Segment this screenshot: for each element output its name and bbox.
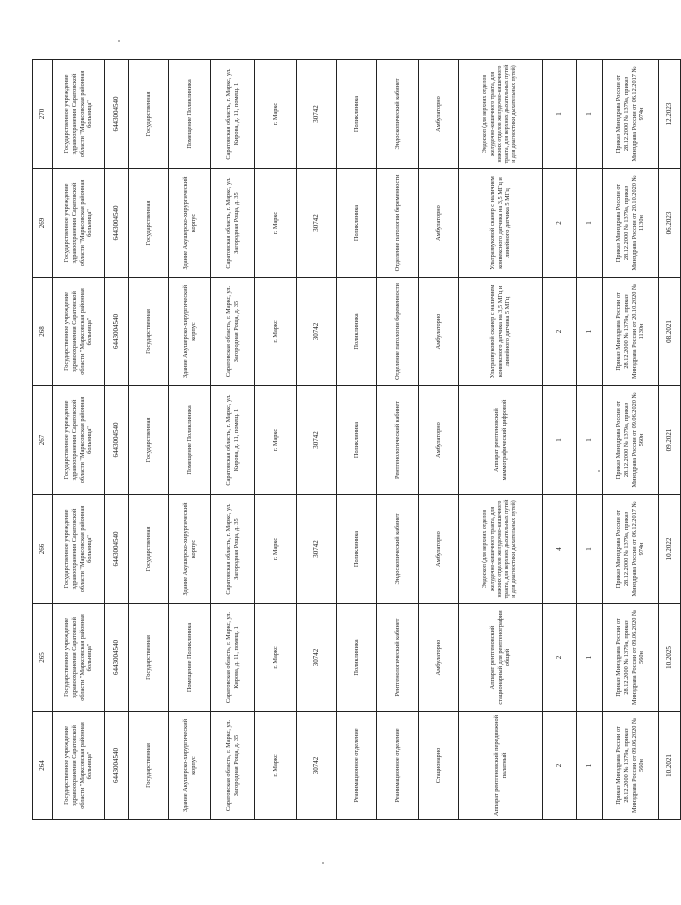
- cell-address: Саратовская область, г. Маркс, ул. Кирова, д. 11, помещ. 1: [211, 60, 255, 169]
- table-row-ownership: [129, 60, 169, 820]
- table-row-inn: [105, 60, 129, 820]
- cell-building: Здание Акушерско-хирургический корпус: [169, 169, 211, 278]
- cell-ownership: Государственная: [129, 60, 169, 169]
- rotated-table-wrapper: [32, 60, 674, 820]
- cell-order: Приказ Минздрава России от 28.12.2000 № 1379а, приказ Минздрава России от 06.12.2017 № 974н: [603, 495, 659, 604]
- cell-department: Отделение патологии беременности: [377, 278, 419, 386]
- table-row-equipment: [459, 60, 543, 820]
- cell-row-one: 1: [577, 386, 603, 495]
- cell-inn: 6443004540: [105, 169, 129, 278]
- cell-row-one: 1: [577, 495, 603, 604]
- cell-owner: Государственное учреждение здравоохранения Саратовской области "Марксовская районная больница": [53, 386, 105, 495]
- cell-unit-count: 2: [543, 278, 577, 386]
- scan-speck: [322, 862, 324, 864]
- cell-equipment: Аппарат рентгеновский маммографический цифровой: [459, 386, 543, 495]
- cell-unit-count: 2: [543, 712, 577, 820]
- cell-unit-count: 1: [543, 386, 577, 495]
- cell-inn: 6443004540: [105, 712, 129, 820]
- cell-inn: 6443004540: [105, 495, 129, 604]
- cell-unit-count: 4: [543, 495, 577, 604]
- cell-address: Саратовская область, г. Маркс, ул. Кирова, д. 11, помещ. 1: [211, 604, 255, 712]
- cell-equipment: Эндоскоп (для верхних отделов желудочно-кишечного тракта, для нижних отделов желудочно-кишечного тракта, для верхних дыхательных путей и для диагностики дыхательных путей): [459, 60, 543, 169]
- cell-premises: Поликлиника: [337, 495, 377, 604]
- cell-care-type: Амбулаторно: [419, 278, 459, 386]
- table-row-date: [659, 60, 681, 820]
- cell-row-one: 1: [577, 278, 603, 386]
- cell-ownership: Государственная: [129, 712, 169, 820]
- cell-department: Рентгенологический кабинет: [377, 386, 419, 495]
- cell-equipment: Аппарат рентгеновский передвижной палатный: [459, 712, 543, 820]
- cell-owner: Государственное учреждение здравоохранения Саратовской области "Марксовская районная больница": [53, 604, 105, 712]
- cell-city: г. Маркс: [255, 386, 297, 495]
- cell-department: Отделение патологии беременности: [377, 169, 419, 278]
- cell-postcode: 30742: [297, 712, 337, 820]
- cell-building: Здание Акушерско-хирургический корпус: [169, 712, 211, 820]
- table-row-one: [577, 60, 603, 820]
- cell-number: 264: [33, 712, 53, 820]
- equipment-register-table: [32, 59, 681, 820]
- cell-postcode: 30742: [297, 604, 337, 712]
- cell-department: Рентгенологический кабинет: [377, 604, 419, 712]
- cell-department: Эндоскопический кабинет: [377, 495, 419, 604]
- cell-postcode: 30742: [297, 278, 337, 386]
- cell-row-one: 1: [577, 169, 603, 278]
- table-row-building: [169, 60, 211, 820]
- cell-premises: Поликлиника: [337, 604, 377, 712]
- cell-premises: Поликлиника: [337, 386, 377, 495]
- cell-ownership: Государственная: [129, 278, 169, 386]
- cell-city: г. Маркс: [255, 278, 297, 386]
- cell-city: г. Маркс: [255, 60, 297, 169]
- cell-row-one: 1: [577, 60, 603, 169]
- cell-number: 270: [33, 60, 53, 169]
- scan-speck: [118, 40, 120, 42]
- cell-care-type: Амбулаторно: [419, 386, 459, 495]
- cell-owner: Государственное учреждение здравоохранения Саратовской области "Марксовская районная больница": [53, 495, 105, 604]
- cell-care-type: Амбулаторно: [419, 604, 459, 712]
- cell-ownership: Государственная: [129, 495, 169, 604]
- cell-unit-count: 2: [543, 169, 577, 278]
- cell-department: Реанимационное отделение: [377, 712, 419, 820]
- cell-order: Приказ Минздрава России от 28.12.2000 № 1379а, приказ Минздрава России от 09.06.2020 № 560н: [603, 712, 659, 820]
- table-row-department: [377, 60, 419, 820]
- cell-date: 10.2025: [659, 604, 681, 712]
- cell-city: г. Маркс: [255, 712, 297, 820]
- cell-equipment: Ультразвуковой сканер с наличием конвексного датчика на 3,5 МГц и линейного датчика 5 МГц: [459, 278, 543, 386]
- table-row-address: [211, 60, 255, 820]
- cell-address: Саратовская область, г. Маркс, ул. Загородная Роща, д. 35: [211, 712, 255, 820]
- cell-number: 268: [33, 278, 53, 386]
- cell-order: Приказ Минздрава России от 28.12.2000 № 1379а, приказ Минздрава России от 06.12.2017 № 974н: [603, 60, 659, 169]
- cell-postcode: 30742: [297, 495, 337, 604]
- cell-number: 269: [33, 169, 53, 278]
- cell-address: Саратовская область, г. Маркс, ул. Загородная Роща, д. 35: [211, 278, 255, 386]
- cell-date: 10.2022: [659, 495, 681, 604]
- cell-postcode: 30742: [297, 386, 337, 495]
- cell-building: Здание Акушерско-хирургический корпус: [169, 278, 211, 386]
- cell-date: 06.2023: [659, 169, 681, 278]
- cell-postcode: 30742: [297, 169, 337, 278]
- cell-address: Саратовская область, г. Маркс, ул. Загородная Роща, д. 35: [211, 169, 255, 278]
- cell-building: Помещение Поликлиника: [169, 604, 211, 712]
- cell-order: Приказ Минздрава России от 28.12.2000 № 1379а, приказ Минздрава России от 09.06.2020 № 560н: [603, 604, 659, 712]
- cell-inn: 6443004540: [105, 278, 129, 386]
- cell-number: 265: [33, 604, 53, 712]
- cell-premises: Поликлиника: [337, 169, 377, 278]
- cell-care-type: Амбулаторно: [419, 495, 459, 604]
- cell-date: 09.2021: [659, 386, 681, 495]
- cell-order: Приказ Минздрава России от 28.12.2000 № 1379а, приказ Минздрава России от 20.10.2020 № 1130н: [603, 169, 659, 278]
- cell-row-one: 1: [577, 712, 603, 820]
- cell-row-one: 1: [577, 604, 603, 712]
- table-row-care-type: [419, 60, 459, 820]
- cell-building: Помещение Поликлиника: [169, 60, 211, 169]
- cell-date: 08.2021: [659, 278, 681, 386]
- cell-premises: Реанимационное отделение: [337, 712, 377, 820]
- cell-number: 267: [33, 386, 53, 495]
- cell-city: г. Маркс: [255, 495, 297, 604]
- cell-owner: Государственное учреждение здравоохранения Саратовской области "Марксовская районная больница": [53, 712, 105, 820]
- table-row-city: [255, 60, 297, 820]
- cell-equipment: Ультразвуковой сканер с наличием конвексного датчика на 3,5 МГц и линейного датчика 5 МГц: [459, 169, 543, 278]
- cell-city: г. Маркс: [255, 169, 297, 278]
- cell-inn: 6443004540: [105, 386, 129, 495]
- cell-inn: 6443004540: [105, 604, 129, 712]
- scan-speck: [598, 470, 600, 472]
- cell-ownership: Государственная: [129, 386, 169, 495]
- cell-unit-count: 2: [543, 604, 577, 712]
- cell-equipment: Аппарат рентгеновский стационарный для рентгенографии общей: [459, 604, 543, 712]
- table-row-unit-count: [543, 60, 577, 820]
- cell-premises: Поликлиника: [337, 60, 377, 169]
- cell-city: г. Маркс: [255, 604, 297, 712]
- cell-care-type: Амбулаторно: [419, 60, 459, 169]
- table-row-owner: [53, 60, 105, 820]
- cell-address: Саратовская область, г. Маркс, ул. Загородная Роща, д. 35: [211, 495, 255, 604]
- cell-care-type: Стационарно: [419, 712, 459, 820]
- cell-care-type: Амбулаторно: [419, 169, 459, 278]
- cell-unit-count: 1: [543, 60, 577, 169]
- cell-postcode: 30742: [297, 60, 337, 169]
- cell-date: 12.2023: [659, 60, 681, 169]
- cell-ownership: Государственная: [129, 604, 169, 712]
- cell-date: 10.2021: [659, 712, 681, 820]
- cell-building: Здание Акушерско-хирургический корпус: [169, 495, 211, 604]
- cell-order: Приказ Минздрава России от 28.12.2000 № 1379а, приказ Минздрава России от 20.10.2020 № 1130н: [603, 278, 659, 386]
- cell-owner: Государственное учреждение здравоохранения Саратовской области "Марксовская районная больница": [53, 60, 105, 169]
- table-row-postcode: [297, 60, 337, 820]
- cell-owner: Государственное учреждение здравоохранения Саратовской области "Марксовская районная больница": [53, 169, 105, 278]
- table-row-order: [603, 60, 659, 820]
- cell-number: 266: [33, 495, 53, 604]
- table-row-number: [33, 60, 53, 820]
- cell-premises: Поликлиника: [337, 278, 377, 386]
- cell-inn: 6443004540: [105, 60, 129, 169]
- cell-order: Приказ Минздрава России от 28.12.2000 № 1379а, приказ Минздрава России от 09.06.2020 № 560н: [603, 386, 659, 495]
- cell-address: Саратовская область, г. Маркс, ул. Кирова, д. 11, помещ. 1: [211, 386, 255, 495]
- cell-building: Помещение Поликлиника: [169, 386, 211, 495]
- cell-owner: Государственное учреждение здравоохранения Саратовской области "Марксовская районная больница": [53, 278, 105, 386]
- cell-department: Эндоскопический кабинет: [377, 60, 419, 169]
- cell-ownership: Государственная: [129, 169, 169, 278]
- cell-equipment: Эндоскоп (для верхних отделов желудочно-кишечного тракта, для нижних отделов желудочно-кишечного тракта, для верхних дыхательных путей и для диагностики дыхательных путей): [459, 495, 543, 604]
- table-row-premises: [337, 60, 377, 820]
